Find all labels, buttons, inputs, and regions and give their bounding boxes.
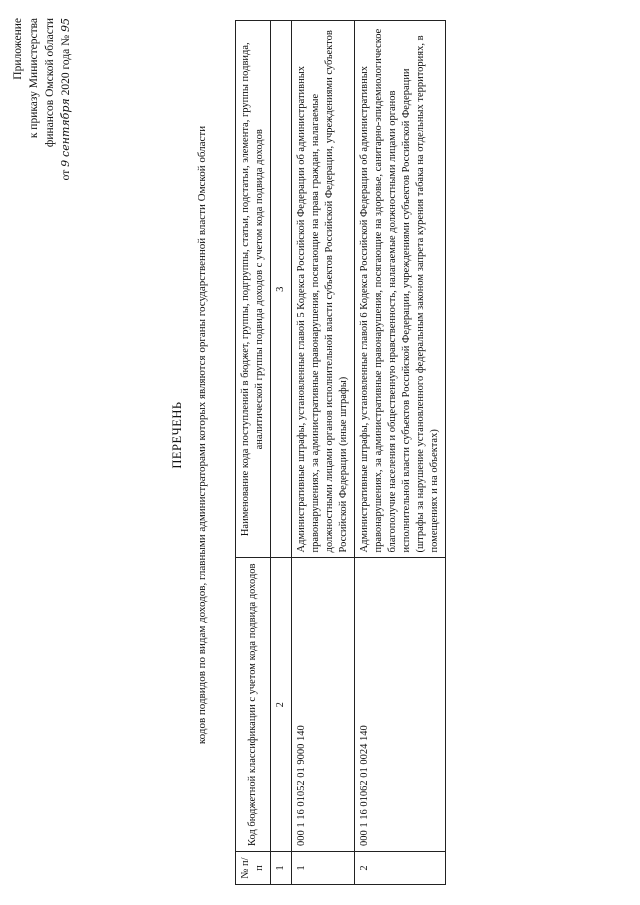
table-row [292,21,355,885]
header-num: № п/п [236,852,271,885]
row-number: 2 [355,852,446,885]
codes-table [235,20,446,885]
date-day: 9 [59,159,72,167]
row-code: 000 1 16 01062 01 0024 140 [355,558,446,852]
appendix-line-3: финансов Омской области [44,18,56,148]
date-prefix: от [60,169,72,181]
column-index-row [271,21,292,885]
date-year: 2020 года № [60,34,72,96]
appendix-line-2: к приказу Министерства [28,18,40,139]
table-row [355,21,446,885]
column-index-1: 1 [271,852,292,885]
row-name: Административные штрафы, установленные главой 6 Кодекса Российской Федерации об административных правонарушениях, за административные правонарушения, посягающие на здоровье, санитарно-эпидемиологическое благополучие населения и общественную нравственность, налагаемые должностными лицами органов исполнительной власти субъектов Российской Федерации, учреждениями субъектов Российской Федерации (штрафы за нарушение установленного федеральным законом запрета курения табака на отдельных территориях, в помещениях и на объектах) [355,21,446,558]
appendix-date-line [58,18,74,268]
header-name: Наименование кода поступлений в бюджет, группы, подгруппы, статьи, подстатьи, элемента, группы подвида, аналитической группы подвида доходов с учетом кода подвида доходов [236,21,271,558]
row-code: 000 1 16 01052 01 9000 140 [292,558,355,852]
document-subtitle: кодов подвидов по видам доходов, главными администраторами которых являются органы государственной власти Омской области [196,125,208,745]
column-index-3: 3 [271,21,292,558]
column-index-2: 2 [271,558,292,852]
row-number: 1 [292,852,355,885]
row-name: Административные штрафы, установленные главой 5 Кодекса Российской Федерации об административных правонарушениях, за административные правонарушения, посягающие на права граждан, налагаемые должностными лицами органов исполнительной власти субъектов Российской Федерации, учреждениями субъектов Российской Федерации (иные штрафы) [292,21,355,558]
order-number: 95 [59,18,72,32]
header-row [236,21,271,885]
title-block [170,115,210,755]
appendix-line-1: Приложение [12,18,24,80]
header-code: Код бюджетной классификации с учетом кода подвида доходов [236,558,271,852]
appendix-block [10,18,74,268]
document-title: ПЕРЕЧЕНЬ [170,401,184,469]
date-month: сентября [59,98,72,157]
